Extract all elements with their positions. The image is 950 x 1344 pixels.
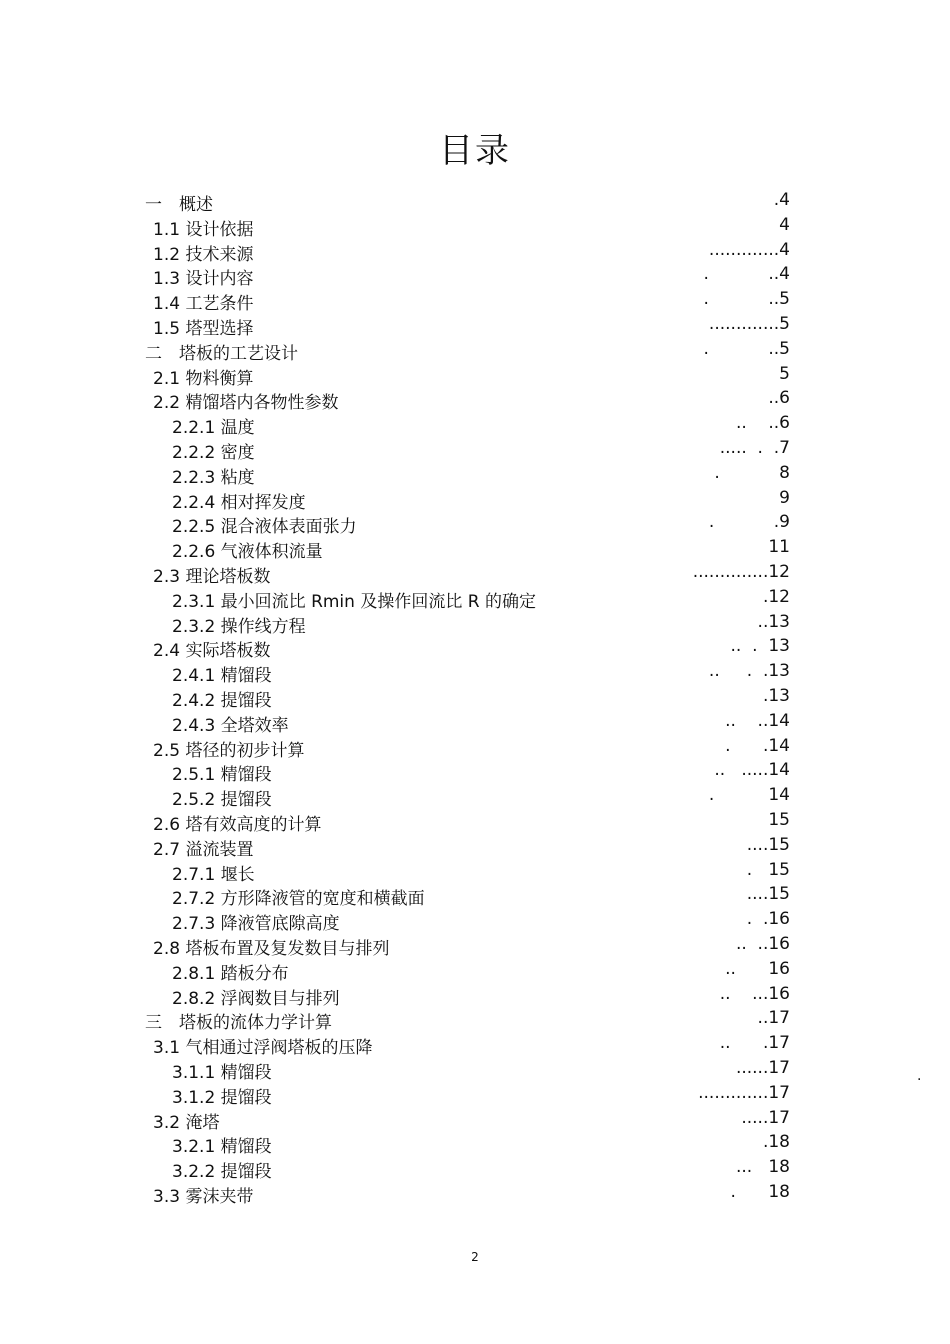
toc-entry-label: 2.8.1 踏板分布 — [172, 963, 289, 984]
toc-entry-label: 2.2.2 密度 — [172, 443, 255, 463]
toc-entry-label: 2.2 精馏塔内各物性参数 — [153, 393, 339, 414]
toc-entry[interactable] — [0, 1006, 950, 1034]
toc-entry[interactable] — [0, 734, 950, 759]
toc-entry[interactable] — [0, 535, 950, 563]
toc-entry-page: ..............12 — [692, 562, 790, 582]
toc-entry-page: .....17 — [741, 1107, 790, 1128]
toc-entry-page: .. .17 — [719, 1033, 790, 1054]
toc-entry-page: ....15 — [746, 884, 790, 905]
toc-entry-page: . 15 — [746, 859, 790, 880]
toc-entry[interactable] — [0, 709, 950, 734]
toc-entry-page: .12 — [762, 586, 790, 607]
toc-entry-label: 2.8.2 浮阀数目与排列 — [172, 988, 340, 1009]
toc-entry[interactable] — [0, 808, 950, 833]
toc-entry-label: 2.4.2 提馏段 — [172, 691, 272, 711]
toc-entry[interactable] — [0, 634, 950, 662]
toc-entry[interactable] — [0, 858, 950, 883]
toc-entry[interactable] — [0, 982, 950, 1007]
toc-entry[interactable] — [0, 957, 950, 982]
toc-entry-page: ......17 — [735, 1058, 790, 1078]
toc-entry[interactable] — [0, 461, 950, 486]
toc-entry-page: .. ..14 — [725, 710, 790, 731]
toc-entry-label: 2.8 塔板布置及复发数目与排列 — [153, 939, 390, 959]
toc-entry-page: 11 — [768, 537, 790, 558]
toc-entry-page: .............17 — [698, 1082, 790, 1103]
toc-entry-page: . .14 — [725, 735, 790, 756]
toc-entry[interactable] — [0, 362, 950, 387]
toc-entry-label: 2.2.5 混合液体表面张力 — [172, 517, 357, 538]
toc-entry-label: 3.1 气相通过浮阀塔板的压降 — [153, 1038, 373, 1059]
toc-entry[interactable] — [0, 188, 950, 213]
toc-entry[interactable] — [0, 436, 950, 461]
toc-entry-page: . ..5 — [703, 289, 790, 310]
toc-entry-page: .. . .13 — [708, 661, 790, 682]
toc-entry[interactable] — [0, 833, 950, 858]
toc-entry-label: 3.3 雾沫夹带 — [153, 1187, 254, 1207]
toc-entry-page: . ..5 — [703, 338, 790, 359]
toc-entry[interactable] — [0, 213, 950, 238]
toc-entry-page: 4 — [779, 214, 790, 235]
toc-entry[interactable] — [0, 932, 950, 957]
toc-entry-page: .18 — [762, 1132, 790, 1153]
toc-entry-label: 1.3 设计内容 — [153, 269, 254, 290]
toc-entry-label: 2.6 塔有效高度的计算 — [153, 815, 322, 835]
toc-entry[interactable] — [0, 684, 950, 709]
toc-entry-page: .. .....14 — [714, 760, 790, 781]
toc-entry-label: 3.2 淹塔 — [153, 1112, 220, 1133]
toc-entry-page: ....15 — [746, 834, 790, 855]
toc-entry-page: .. . 13 — [730, 636, 790, 657]
toc-entry-label: 1.4 工艺条件 — [153, 294, 254, 315]
toc-entry-label: 2.3.2 操作线方程 — [172, 616, 306, 637]
toc-entry[interactable] — [0, 262, 950, 290]
page-title: 目录 — [439, 130, 511, 171]
toc-entry-label: 2.5.2 提馏段 — [172, 790, 272, 811]
toc-entry-page: .. ..16 — [735, 934, 790, 954]
toc-entry-label: 二 塔板的工艺设计 — [145, 343, 298, 364]
toc-entry-page: . .16 — [746, 909, 790, 930]
toc-entry[interactable] — [0, 1155, 950, 1183]
toc-entry-label: 3.2.1 精馏段 — [172, 1137, 272, 1158]
toc-entry[interactable] — [0, 560, 950, 585]
toc-entry-page: ..... . .7 — [719, 438, 790, 458]
toc-entry[interactable] — [0, 882, 950, 910]
toc-entry-page: .. 16 — [725, 958, 790, 979]
toc-entry-page: . 8 — [714, 462, 790, 483]
toc-entry-label: 2.1 物料衡算 — [153, 368, 254, 389]
toc-entry-page: .4 — [773, 190, 790, 210]
toc-entry[interactable] — [0, 758, 950, 786]
toc-entry-label: 2.2.3 粘度 — [172, 467, 255, 488]
toc-entry-page: . .9 — [708, 512, 790, 533]
toc-entry-label: 2.4.1 精馏段 — [172, 666, 272, 687]
toc-entry-page: 5 — [779, 363, 790, 384]
toc-entry-page: . 18 — [730, 1182, 790, 1202]
toc-entry-label: 2.3.1 最小回流比 Rmin 及操作回流比 R 的确定 — [172, 591, 536, 612]
toc-entry-page: .............5 — [708, 314, 790, 334]
toc-entry-label: 2.5 塔径的初步计算 — [153, 740, 305, 761]
toc-entry-label: 3.2.2 提馏段 — [172, 1162, 272, 1183]
toc-entry[interactable] — [0, 1180, 950, 1205]
toc-entry-label: 2.7.3 降液管底隙高度 — [172, 914, 340, 935]
toc-entry-page: .. ..6 — [735, 413, 790, 434]
toc-entry-label: 2.7 溢流装置 — [153, 839, 254, 860]
toc-entry-page: 9 — [779, 487, 790, 508]
toc-entry-label: 2.7.1 堰长 — [172, 864, 255, 885]
toc-entry[interactable] — [0, 238, 950, 263]
toc-entry[interactable] — [0, 610, 950, 635]
toc-entry-page: ..13 — [757, 611, 790, 632]
toc-entry[interactable] — [0, 907, 950, 935]
toc-entry-page: 15 — [768, 810, 790, 830]
toc-entry-label: 2.2.1 温度 — [172, 418, 255, 439]
page-number: 2 — [471, 1250, 479, 1264]
toc-entry-page: .............4 — [708, 239, 790, 260]
toc-entry-label: 2.2.6 气液体积流量 — [172, 542, 323, 563]
toc-entry[interactable] — [0, 1031, 950, 1059]
toc-entry-label: 2.4.3 全塔效率 — [172, 715, 289, 736]
toc-entry-label: 2.3 理论塔板数 — [153, 567, 271, 587]
stray-mark: . — [917, 1068, 922, 1084]
toc-entry-page: ... 18 — [735, 1157, 790, 1178]
toc-entry-label: 1.1 设计依据 — [153, 219, 254, 240]
toc-entry-label: 2.7.2 方形降液管的宽度和横截面 — [172, 889, 425, 910]
toc-entry-label: 1.2 技术来源 — [153, 244, 254, 265]
toc-entry-label: 1.5 塔型选择 — [153, 319, 254, 339]
toc-entry[interactable] — [0, 783, 950, 811]
toc-entry-label: 3.1.1 精馏段 — [172, 1063, 272, 1083]
toc-entry-label: 2.4 实际塔板数 — [153, 641, 271, 662]
toc-entry[interactable] — [0, 1106, 950, 1131]
toc-entry-label: 三 塔板的流体力学计算 — [145, 1013, 332, 1034]
toc-entry-label: 2.5.1 精馏段 — [172, 765, 272, 786]
toc-entry-page: .13 — [762, 686, 790, 706]
toc-entry[interactable] — [0, 585, 950, 610]
toc-entry-page: . 14 — [708, 785, 790, 806]
toc-entry[interactable] — [0, 659, 950, 687]
toc-entry-page: ..6 — [768, 388, 790, 409]
toc-entry[interactable] — [0, 411, 950, 439]
toc-entry-page: . ..4 — [703, 264, 790, 285]
toc-entry[interactable] — [0, 510, 950, 538]
toc-entry[interactable] — [0, 312, 950, 337]
toc-entry[interactable] — [0, 1056, 950, 1081]
toc-entry-label: 3.1.2 提馏段 — [172, 1087, 272, 1108]
toc-entry-label: 2.2.4 相对挥发度 — [172, 492, 306, 513]
toc-entry-page: .. ...16 — [719, 983, 790, 1004]
toc-entry[interactable] — [0, 386, 950, 414]
toc-entry[interactable] — [0, 486, 950, 511]
toc-entry[interactable] — [0, 1130, 950, 1158]
toc-entry-label: 一 概述 — [145, 195, 213, 215]
toc-entry[interactable] — [0, 287, 950, 315]
toc-entry[interactable] — [0, 1081, 950, 1106]
toc-entry[interactable] — [0, 337, 950, 362]
toc-entry-page: ..17 — [757, 1008, 790, 1029]
